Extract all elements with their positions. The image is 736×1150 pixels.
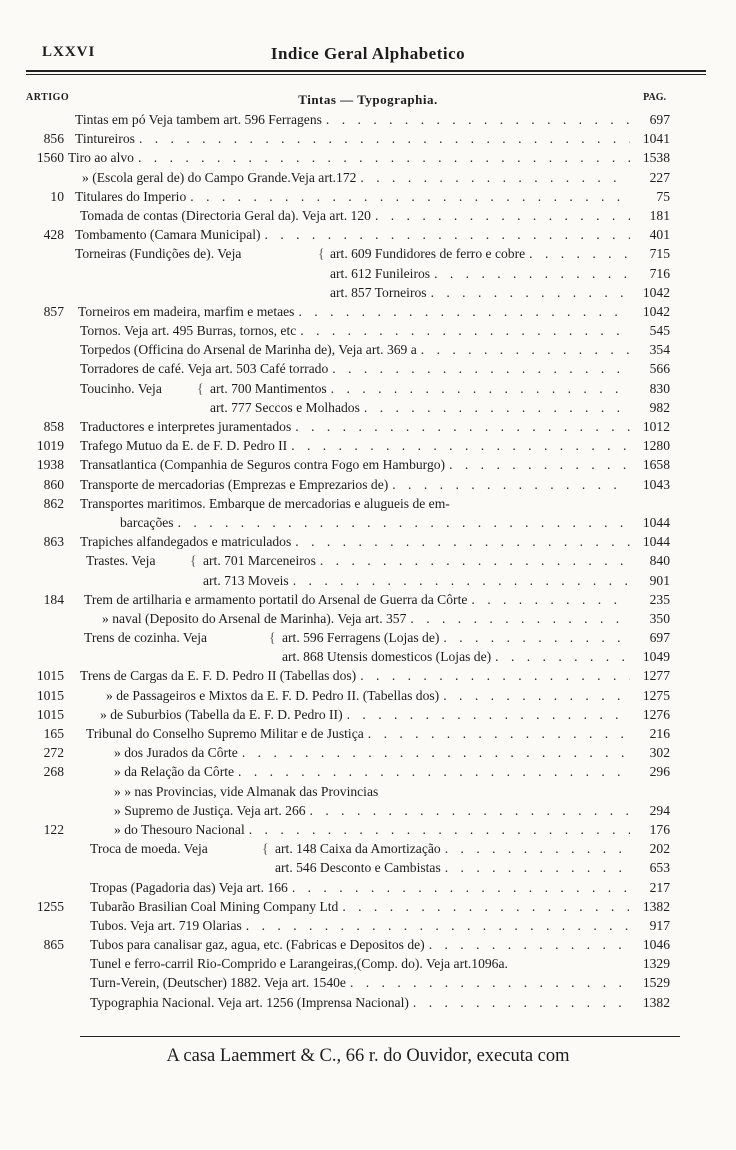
- article-number: 1015: [36, 668, 64, 684]
- entry-text: Traductores e interpretes juramentados . . .: [80, 417, 630, 436]
- entry-text: Tubarão Brasilian Coal Mining Company Ltd . . .: [90, 897, 630, 916]
- index-row: [0, 379, 736, 398]
- page-ref: 1538: [642, 150, 670, 166]
- entry-text: art. 777 Seccos e Molhados . . .: [210, 398, 630, 417]
- index-row: [0, 513, 736, 532]
- index-row: [0, 264, 736, 283]
- entry-text: Trastes. Veja: [86, 553, 156, 569]
- page-header: [0, 44, 736, 66]
- footer-rule: [80, 1036, 680, 1037]
- dot-leader: [288, 878, 630, 897]
- article-number: 1015: [36, 687, 64, 703]
- cross-reference: art. 700 Mantimentos . . .: [210, 379, 630, 398]
- index-row: [0, 705, 736, 724]
- brace-mark: {: [197, 380, 204, 396]
- dot-leader: [491, 647, 630, 666]
- entry-text: Tropas (Pagadoria das) Veja art. 166 . . .: [90, 878, 630, 897]
- dot-leader: [439, 686, 630, 705]
- page-ref: 176: [649, 821, 670, 837]
- column-header-section: Tintas — Typographia.: [298, 92, 438, 107]
- dot-leader: [174, 513, 630, 532]
- article-number: 863: [43, 534, 64, 550]
- page-ref: 1049: [642, 649, 670, 665]
- dot-leader: [287, 436, 630, 455]
- page-ref: 840: [649, 553, 670, 569]
- entry-text: » de Passageiros e Mixtos da E. F. D. Pedro II. (Tabellas dos) . . .: [106, 686, 630, 705]
- page-ref: 216: [649, 726, 670, 741]
- index-row: [0, 897, 736, 916]
- dot-leader: [294, 302, 630, 321]
- entry-text: Tribunal do Conselho Supremo Militar e de Justiça . . .: [86, 724, 630, 743]
- index-row: [0, 724, 736, 743]
- entry-text: art. 546 Desconto e Cambistas . . .: [275, 858, 630, 877]
- entry-text: » do Thesouro Nacional . . .: [114, 820, 630, 839]
- page-ref: 235: [649, 591, 670, 607]
- entry-text: Troca de moeda. Veja: [90, 841, 208, 857]
- entry-text: Tubos para canalisar gaz, agua, etc. (Fabricas e Depositos de) . . .: [90, 935, 630, 954]
- article-number: 1560: [36, 150, 64, 166]
- entry-text: art. 868 Utensis domesticos (Lojas de) . . .: [282, 647, 630, 666]
- article-number: 858: [43, 419, 64, 434]
- dot-leader: [467, 590, 630, 609]
- entry-text: Torradores de café. Veja art. 503 Café torrado . . .: [80, 359, 630, 378]
- page-ref: 294: [649, 802, 670, 818]
- page-ref: 1275: [642, 687, 670, 703]
- dot-leader: [430, 264, 630, 283]
- index-row: [0, 225, 736, 244]
- dot-leader: [409, 993, 630, 1012]
- dot-leader: [417, 340, 630, 359]
- dot-leader: [327, 379, 630, 398]
- dot-leader: [346, 973, 630, 992]
- article-number: 268: [43, 764, 64, 780]
- dot-leader: [425, 935, 630, 954]
- article-number: 428: [43, 227, 64, 243]
- page-ref: 830: [649, 380, 670, 396]
- column-header-pag: PAG.: [643, 92, 666, 103]
- cross-reference: art. 148 Caixa da Amortização . . .: [275, 839, 630, 858]
- dot-leader: [245, 820, 630, 839]
- dot-leader: [316, 551, 630, 570]
- entry-text: Tomada de contas (Directoria Geral da). Veja art. 120 . . .: [80, 206, 630, 225]
- cross-reference: art. 609 Fundidores de ferro e cobre . . .: [330, 244, 630, 263]
- header-rule-thick: [26, 70, 706, 72]
- index-row: [0, 609, 736, 628]
- dot-leader: [439, 628, 630, 647]
- brace-mark: {: [190, 553, 197, 569]
- article-number: 1255: [36, 898, 64, 914]
- index-row: [0, 916, 736, 935]
- index-row: [0, 590, 736, 609]
- index-row: [0, 743, 736, 762]
- dot-leader: [360, 398, 630, 417]
- page-ref: 566: [649, 361, 670, 377]
- article-number: 122: [43, 821, 64, 837]
- dot-leader: [356, 666, 630, 685]
- index-row: [0, 494, 736, 513]
- index-row: [0, 302, 736, 321]
- dot-leader: [135, 129, 630, 148]
- entry-text: » Supremo de Justiça. Veja art. 266 . . .: [114, 801, 630, 820]
- entry-text: Tornos. Veja art. 495 Burras, tornos, etc . . .: [80, 321, 630, 340]
- index-row: [0, 973, 736, 992]
- page-ref: 715: [649, 246, 670, 262]
- article-number: 184: [43, 591, 64, 607]
- index-row: [0, 187, 736, 206]
- index-row: [0, 283, 736, 302]
- index-row: [0, 801, 736, 820]
- page-ref: 653: [649, 860, 670, 876]
- entry-text: art. 612 Funileiros . . .: [330, 264, 630, 283]
- entry-text: Transporte de mercadorias (Emprezas e Emprezarios de) . . .: [80, 475, 630, 494]
- dot-leader: [328, 359, 630, 378]
- index-row: [0, 571, 736, 590]
- index-row: [0, 436, 736, 455]
- index-row: [0, 993, 736, 1012]
- page-ref: 217: [649, 879, 670, 895]
- entry-text: Tiro ao alvo . . .: [68, 148, 630, 167]
- article-number: 1019: [36, 438, 64, 454]
- entry-text: Trafego Mutuo da E. de F. D. Pedro II . . .: [80, 436, 630, 455]
- dot-leader: [234, 762, 630, 781]
- page-ref: 1529: [642, 975, 670, 991]
- dot-leader: [388, 475, 630, 494]
- dot-leader: [291, 532, 630, 551]
- footer-advert: A casa Laemmert & C., 66 r. do Ouvidor, executa com: [166, 1046, 570, 1066]
- brace-mark: {: [269, 630, 276, 646]
- entry-text: Turn-Verein, (Deutscher) 1882. Veja art. 1540e . . .: [90, 973, 630, 992]
- entry-text: Trem de artilharia e armamento portatil do Arsenal de Guerra da Côrte . . .: [84, 590, 630, 609]
- dot-leader: [296, 321, 630, 340]
- page-ref: 1658: [642, 457, 670, 473]
- page-ref: 227: [649, 169, 670, 185]
- entry-text: art. 713 Moveis . . .: [203, 571, 630, 590]
- entry-text: Transportes maritimos. Embarque de mercadorias e alugueis de em-: [80, 495, 450, 511]
- index-row: [0, 647, 736, 666]
- dot-leader: [261, 225, 630, 244]
- dot-leader: [406, 609, 630, 628]
- article-number: 865: [43, 937, 64, 953]
- page-ref: 75: [656, 188, 670, 204]
- entry-text: Torpedos (Officina do Arsenal de Marinha de), Veja art. 369 a . . .: [80, 340, 630, 359]
- page-ref: 1277: [642, 668, 670, 684]
- entry-text: » » nas Provincias, vide Almanak das Provincias: [114, 783, 379, 799]
- dot-leader: [338, 897, 630, 916]
- page-ref: 982: [649, 399, 670, 415]
- entry-text: Trapiches alfandegados e matriculados . . .: [80, 532, 630, 551]
- index-row: [0, 762, 736, 781]
- dot-leader: [238, 743, 630, 762]
- page-ref: 1042: [642, 303, 670, 319]
- page-ref: 1280: [642, 438, 670, 454]
- page-ref: 181: [649, 207, 670, 223]
- column-headers: [0, 92, 736, 108]
- entry-text: Tubos. Veja art. 719 Olarias . . .: [90, 916, 630, 935]
- index-row: [0, 686, 736, 705]
- dot-leader: [441, 858, 630, 877]
- article-number: 10: [50, 188, 64, 204]
- index-row: [0, 532, 736, 551]
- cross-reference: art. 701 Marceneiros . . .: [203, 551, 630, 570]
- article-number: 272: [43, 745, 64, 761]
- entry-text: » naval (Deposito do Arsenal de Marinha). Veja art. 357 . . .: [102, 609, 630, 628]
- index-row: [0, 878, 736, 897]
- article-number: 856: [43, 131, 64, 147]
- dot-leader: [343, 705, 630, 724]
- entry-text: Tintas em pó Veja tambem art. 596 Ferragens . . .: [75, 110, 630, 129]
- page-ref: 1043: [642, 476, 670, 492]
- dot-leader: [306, 801, 630, 820]
- entry-text: » de Suburbios (Tabella da E. F. D. Pedro II) . . .: [100, 705, 630, 724]
- entry-text: » (Escola geral de) do Campo Grande.Veja art.172 . . .: [82, 168, 630, 187]
- dot-leader: [364, 724, 630, 743]
- index-row: [0, 417, 736, 436]
- index-row: [0, 935, 736, 954]
- page-number: LXXVI: [42, 44, 96, 60]
- page-ref: 1276: [642, 706, 670, 722]
- page-ref: 1382: [642, 994, 670, 1010]
- index-row: [0, 628, 736, 647]
- page-ref: 917: [649, 917, 670, 933]
- index-entries: [0, 110, 736, 1012]
- index-row: [0, 110, 736, 129]
- index-row: [0, 551, 736, 570]
- header-rule-thin: [26, 74, 706, 75]
- index-row: [0, 340, 736, 359]
- article-number: 165: [43, 726, 64, 741]
- dot-leader: [134, 148, 630, 167]
- dot-leader: [356, 168, 630, 187]
- brace-mark: {: [262, 841, 269, 857]
- entry-text: Trens de cozinha. Veja: [84, 630, 208, 646]
- page-ref: 202: [649, 841, 670, 857]
- page-ref: 1041: [642, 131, 670, 147]
- entry-text: Tombamento (Camara Municipal) . . .: [75, 225, 630, 244]
- index-row: [0, 475, 736, 494]
- entry-text: Toucinho. Veja: [80, 380, 162, 396]
- entry-text: Trens de Cargas da E. F. D. Pedro II (Tabellas dos) . . .: [80, 666, 630, 685]
- page-ref: 697: [649, 630, 670, 646]
- article-number: 1015: [36, 706, 64, 722]
- index-row: [0, 321, 736, 340]
- entry-text: Tunel e ferro-carril Rio-Comprido e Larangeiras,(Comp. do). Veja art.1096a.: [90, 956, 508, 972]
- page-ref: 901: [649, 572, 670, 588]
- article-number: 862: [43, 495, 64, 511]
- index-row: [0, 148, 736, 167]
- dot-leader: [322, 110, 630, 129]
- article-number: 860: [43, 476, 64, 492]
- entry-text: Torneiras (Fundições de). Veja: [75, 246, 242, 262]
- index-row: [0, 839, 736, 858]
- page-ref: 1329: [642, 956, 670, 972]
- page-ref: 1012: [642, 419, 670, 434]
- page-ref: 1044: [642, 514, 670, 530]
- page-title: Indice Geral Alphabetico: [270, 44, 466, 63]
- index-row: [0, 168, 736, 187]
- dot-leader: [441, 839, 630, 858]
- page-ref: 302: [649, 745, 670, 761]
- page-ref: 545: [649, 323, 670, 339]
- page-ref: 716: [649, 265, 670, 281]
- entry-text: Transatlantica (Companhia de Seguros contra Fogo em Hamburgo) . . .: [80, 455, 630, 474]
- dot-leader: [242, 916, 630, 935]
- page-ref: 401: [649, 227, 670, 243]
- dot-leader: [371, 206, 630, 225]
- dot-leader: [186, 187, 630, 206]
- dot-leader: [427, 283, 630, 302]
- index-row: [0, 359, 736, 378]
- page-ref: 1046: [642, 937, 670, 953]
- page-ref: 354: [649, 342, 670, 358]
- article-number: 1938: [36, 457, 64, 473]
- dot-leader: [289, 571, 630, 590]
- index-row: [0, 129, 736, 148]
- index-row: [0, 455, 736, 474]
- index-row: [0, 820, 736, 839]
- index-row: [0, 666, 736, 685]
- dot-leader: [525, 244, 630, 263]
- page-ref: 1044: [642, 534, 670, 550]
- cross-reference: art. 596 Ferragens (Lojas de) . . .: [282, 628, 630, 647]
- entry-text: Tintureiros . . .: [75, 129, 630, 148]
- article-number: 857: [43, 303, 64, 319]
- dot-leader: [445, 455, 630, 474]
- index-row: [0, 244, 736, 263]
- column-header-artigo: ARTIGO: [26, 92, 70, 103]
- index-row: [0, 398, 736, 417]
- index-row: [0, 782, 736, 801]
- entry-text: barcações . . .: [120, 513, 630, 532]
- entry-text: Typographia Nacional. Veja art. 1256 (Imprensa Nacional) . . .: [90, 993, 630, 1012]
- entry-text: » da Relação da Côrte . . .: [114, 762, 630, 781]
- page-ref: 296: [649, 764, 670, 780]
- page-ref: 1042: [642, 284, 670, 300]
- index-row: [0, 206, 736, 225]
- entry-text: Titulares do Imperio . . .: [75, 187, 630, 206]
- entry-text: Torneiros em madeira, marfim e metaes . . .: [78, 302, 630, 321]
- entry-text: » dos Jurados da Côrte . . .: [114, 743, 630, 762]
- page-ref: 1382: [642, 898, 670, 914]
- entry-text: art. 857 Torneiros . . .: [330, 283, 630, 302]
- dot-leader: [291, 417, 630, 436]
- index-row: [0, 858, 736, 877]
- index-row: [0, 954, 736, 973]
- page-ref: 350: [649, 610, 670, 626]
- brace-mark: {: [318, 246, 325, 262]
- page-ref: 697: [649, 112, 670, 127]
